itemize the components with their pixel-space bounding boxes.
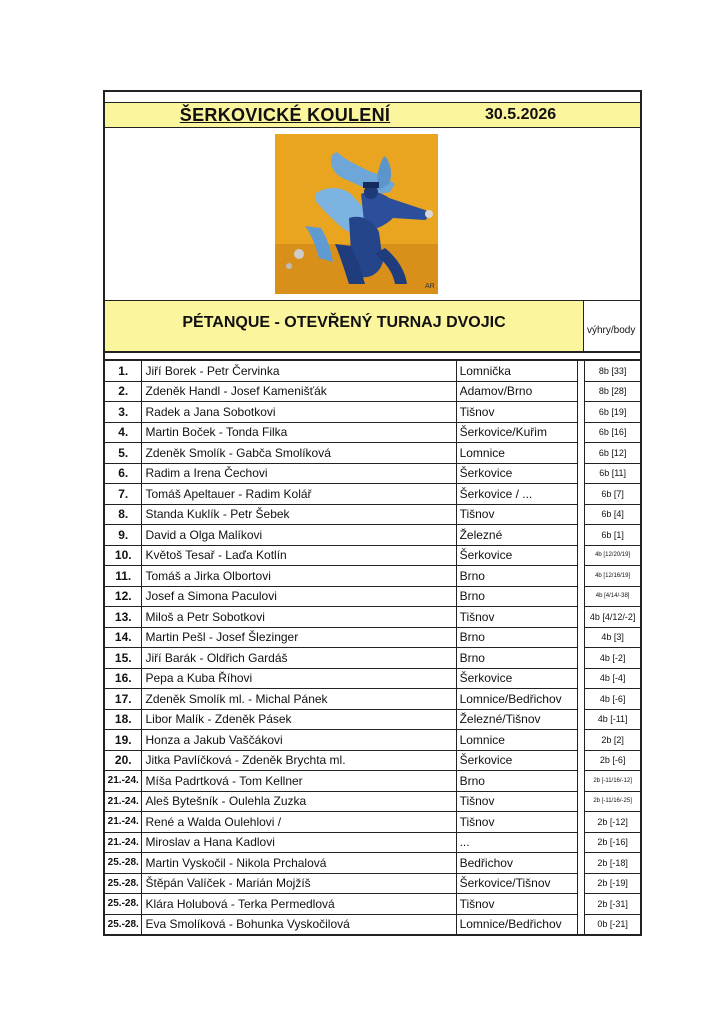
table-row [104,709,641,730]
score-cell: 6b [1] [585,525,641,546]
place-cell: Šerkovice [456,463,578,484]
place-cell: Lomnice/Bedřichov [456,689,578,710]
score-cell: 8b [33] [585,360,641,381]
rank-cell: 18. [104,709,142,730]
score-cell: 4b [-6] [585,689,641,710]
rank-cell: 2. [104,381,142,402]
score-cell: 4b [4/12/-2] [585,607,641,628]
rank-cell: 7. [104,484,142,505]
team-name-cell: Tomáš a Jirka Olbortovi [142,566,456,587]
rank-cell: 3. [104,402,142,423]
team-name-cell: Honza a Jakub Vaščákovi [142,730,456,751]
score-cell: 2b [-11/16/-25] [585,791,641,812]
spacer-cell [578,586,585,607]
rank-cell: 1. [104,360,142,381]
rank-cell: 15. [104,648,142,669]
tournament-subtitle: PÉTANQUE - OTEVŘENÝ TURNAJ DVOJIC [182,314,506,331]
spacer-cell [578,791,585,812]
score-cell: 2b [-16] [585,832,641,853]
table-row [104,586,641,607]
team-name-cell: Květoš Tesař - Laďa Kotlín [142,545,456,566]
team-name-cell: Klára Holubová - Terka Permedlová [142,894,456,915]
place-cell: Lomnice [456,730,578,751]
rank-cell: 9. [104,525,142,546]
rank-cell: 11. [104,566,142,587]
table-row [104,832,641,853]
spacer-cell [578,463,585,484]
spacer-cell [578,484,585,505]
artwork-signature: AR [425,283,435,290]
team-name-cell: Pepa a Kuba Říhovi [142,668,456,689]
team-name-cell: Štěpán Valíček - Marián Mojžíš [142,873,456,894]
place-cell: Brno [456,566,578,587]
rank-cell: 17. [104,689,142,710]
spacer-cell [578,853,585,874]
table-row [104,484,641,505]
spacer-cell [578,730,585,751]
table-row [104,668,641,689]
score-cell: 4b [-4] [585,668,641,689]
place-cell: Šerkovice/Tišnov [456,873,578,894]
spacer-cell [578,545,585,566]
event-date: 30.5.2026 [485,106,557,123]
team-name-cell: Miroslav a Hana Kadlovi [142,832,456,853]
petanque-players-artwork [275,134,438,294]
team-name-cell: Aleš Bytešník - Oulehla Zuzka [142,791,456,812]
team-name-cell: Tomáš Apeltauer - Radim Kolář [142,484,456,505]
rank-cell: 21.-24. [104,771,142,792]
team-name-cell: Zdeněk Smolík - Gabča Smolíková [142,443,456,464]
score-cell: 2b [-31] [585,894,641,915]
table-row [104,566,641,587]
rank-cell: 21.-24. [104,812,142,833]
place-cell: Brno [456,648,578,669]
score-cell: 4b [12/20/19] [585,545,641,566]
score-cell: 4b [4/14/-38] [585,586,641,607]
place-cell: Šerkovice / ... [456,484,578,505]
rank-cell: 13. [104,607,142,628]
score-cell: 4b [-11] [585,709,641,730]
spacer-cell [578,648,585,669]
rank-cell: 25.-28. [104,914,142,935]
page-title [105,103,465,127]
table-row [104,381,641,402]
place-cell: Železné [456,525,578,546]
table-row [104,914,641,935]
team-name-cell: Miloš a Petr Sobotkovi [142,607,456,628]
place-cell: Lomnička [456,360,578,381]
score-cell: 2b [-19] [585,873,641,894]
spacer-cell [578,360,585,381]
results-sheet [103,90,642,936]
table-row [104,443,641,464]
spacer-cell [578,750,585,771]
results-table-body [104,360,641,935]
place-cell: Brno [456,627,578,648]
team-name-cell: Eva Smolíková - Bohunka Vyskočilová [142,914,456,935]
place-cell: Šerkovice [456,750,578,771]
score-cell: 6b [4] [585,504,641,525]
spacer-cell [578,668,585,689]
table-row [104,812,641,833]
subheader-row [103,300,642,353]
table-row [104,771,641,792]
top-border-strip [103,90,642,103]
table-row [104,545,641,566]
table-row [104,463,641,484]
spacer-cell [578,832,585,853]
team-name-cell: Jiří Barák - Oldřich Gardáš [142,648,456,669]
table-row [104,730,641,751]
team-name-cell: Libor Malík - Zdeněk Pásek [142,709,456,730]
rank-cell: 6. [104,463,142,484]
place-cell: Tišnov [456,894,578,915]
spacer-cell [578,873,585,894]
team-name-cell: Zdeněk Smolík ml. - Michal Pánek [142,689,456,710]
score-cell: 6b [12] [585,443,641,464]
results-table [103,359,642,936]
team-name-cell: Martin Pešl - Josef Šlezinger [142,627,456,648]
rank-cell: 14. [104,627,142,648]
place-cell: Šerkovice [456,668,578,689]
score-cell: 0b [-21] [585,914,641,935]
place-cell: Tišnov [456,812,578,833]
score-cell: 6b [7] [585,484,641,505]
place-cell: Brno [456,586,578,607]
score-cell: 4b [3] [585,627,641,648]
team-name-cell: David a Olga Malíkovi [142,525,456,546]
table-row [104,648,641,669]
spacer-cell [578,607,585,628]
score-cell: 4b [-2] [585,648,641,669]
spacer-cell [578,402,585,423]
spacer-cell [578,812,585,833]
table-row [104,689,641,710]
rank-cell: 16. [104,668,142,689]
score-column-header: výhry/body [583,301,640,351]
score-cell: 2b [-12] [585,812,641,833]
rank-cell: 25.-28. [104,853,142,874]
team-name-cell: Radim a Irena Čechovi [142,463,456,484]
spacer-cell [578,914,585,935]
team-name-cell: Radek a Jana Sobotkovi [142,402,456,423]
team-name-cell: Jitka Pavlíčková - Zdeněk Brychta ml. [142,750,456,771]
spacer-cell [578,566,585,587]
spacer-cell [578,709,585,730]
spacer-cell [578,525,585,546]
spacer-cell [578,627,585,648]
spacer-cell [578,894,585,915]
place-cell: Šerkovice/Kuřim [456,422,578,443]
score-cell: 6b [19] [585,402,641,423]
table-row [104,402,641,423]
place-cell: Brno [456,771,578,792]
team-name-cell: Martin Vyskočil - Nikola Prchalová [142,853,456,874]
table-row [104,607,641,628]
rank-cell: 5. [104,443,142,464]
place-cell: ... [456,832,578,853]
spacer-cell [578,689,585,710]
rank-cell: 25.-28. [104,873,142,894]
place-cell: Lomnice [456,443,578,464]
place-cell: Šerkovice [456,545,578,566]
header-row [103,103,642,128]
place-cell: Tišnov [456,504,578,525]
score-cell: 2b [2] [585,730,641,751]
rank-cell: 4. [104,422,142,443]
rank-cell: 10. [104,545,142,566]
page-title-text: ŠERKOVICKÉ KOULENÍ [179,105,391,125]
rank-cell: 25.-28. [104,894,142,915]
table-row [104,504,641,525]
table-row [104,791,641,812]
rank-cell: 21.-24. [104,791,142,812]
table-row [104,750,641,771]
artwork-row [103,128,642,300]
team-name-cell: Jiří Borek - Petr Červinka [142,360,456,381]
score-cell: 2b [-6] [585,750,641,771]
team-name-cell: Zdeněk Handl - Josef Kamenišťák [142,381,456,402]
score-cell: 8b [28] [585,381,641,402]
place-cell: Lomnice/Bedřichov [456,914,578,935]
score-cell: 2b [-18] [585,853,641,874]
rank-cell: 20. [104,750,142,771]
team-name-cell: Josef a Simona Paculovi [142,586,456,607]
rank-cell: 12. [104,586,142,607]
place-cell: Železné/Tišnov [456,709,578,730]
table-row [104,422,641,443]
table-row [104,853,641,874]
spacer-cell [578,443,585,464]
rank-cell: 8. [104,504,142,525]
table-row [104,627,641,648]
table-row [104,360,641,381]
table-row [104,525,641,546]
place-cell: Adamov/Brno [456,381,578,402]
spacer-cell [578,504,585,525]
rank-cell: 19. [104,730,142,751]
rank-cell: 21.-24. [104,832,142,853]
score-cell: 6b [16] [585,422,641,443]
place-cell: Tišnov [456,791,578,812]
score-cell: 2b [-11/16/-12] [585,771,641,792]
score-cell: 4b [12/16/19] [585,566,641,587]
spacer-cell [578,771,585,792]
spacer-cell [578,422,585,443]
table-row [104,873,641,894]
table-row [104,894,641,915]
team-name-cell: Míša Padrtková - Tom Kellner [142,771,456,792]
place-cell: Tišnov [456,607,578,628]
score-cell: 6b [11] [585,463,641,484]
team-name-cell: Standa Kuklík - Petr Šebek [142,504,456,525]
team-name-cell: Martin Boček - Tonda Filka [142,422,456,443]
team-name-cell: René a Walda Oulehlovi / [142,812,456,833]
place-cell: Bedřichov [456,853,578,874]
spacer-cell [578,381,585,402]
place-cell: Tišnov [456,402,578,423]
